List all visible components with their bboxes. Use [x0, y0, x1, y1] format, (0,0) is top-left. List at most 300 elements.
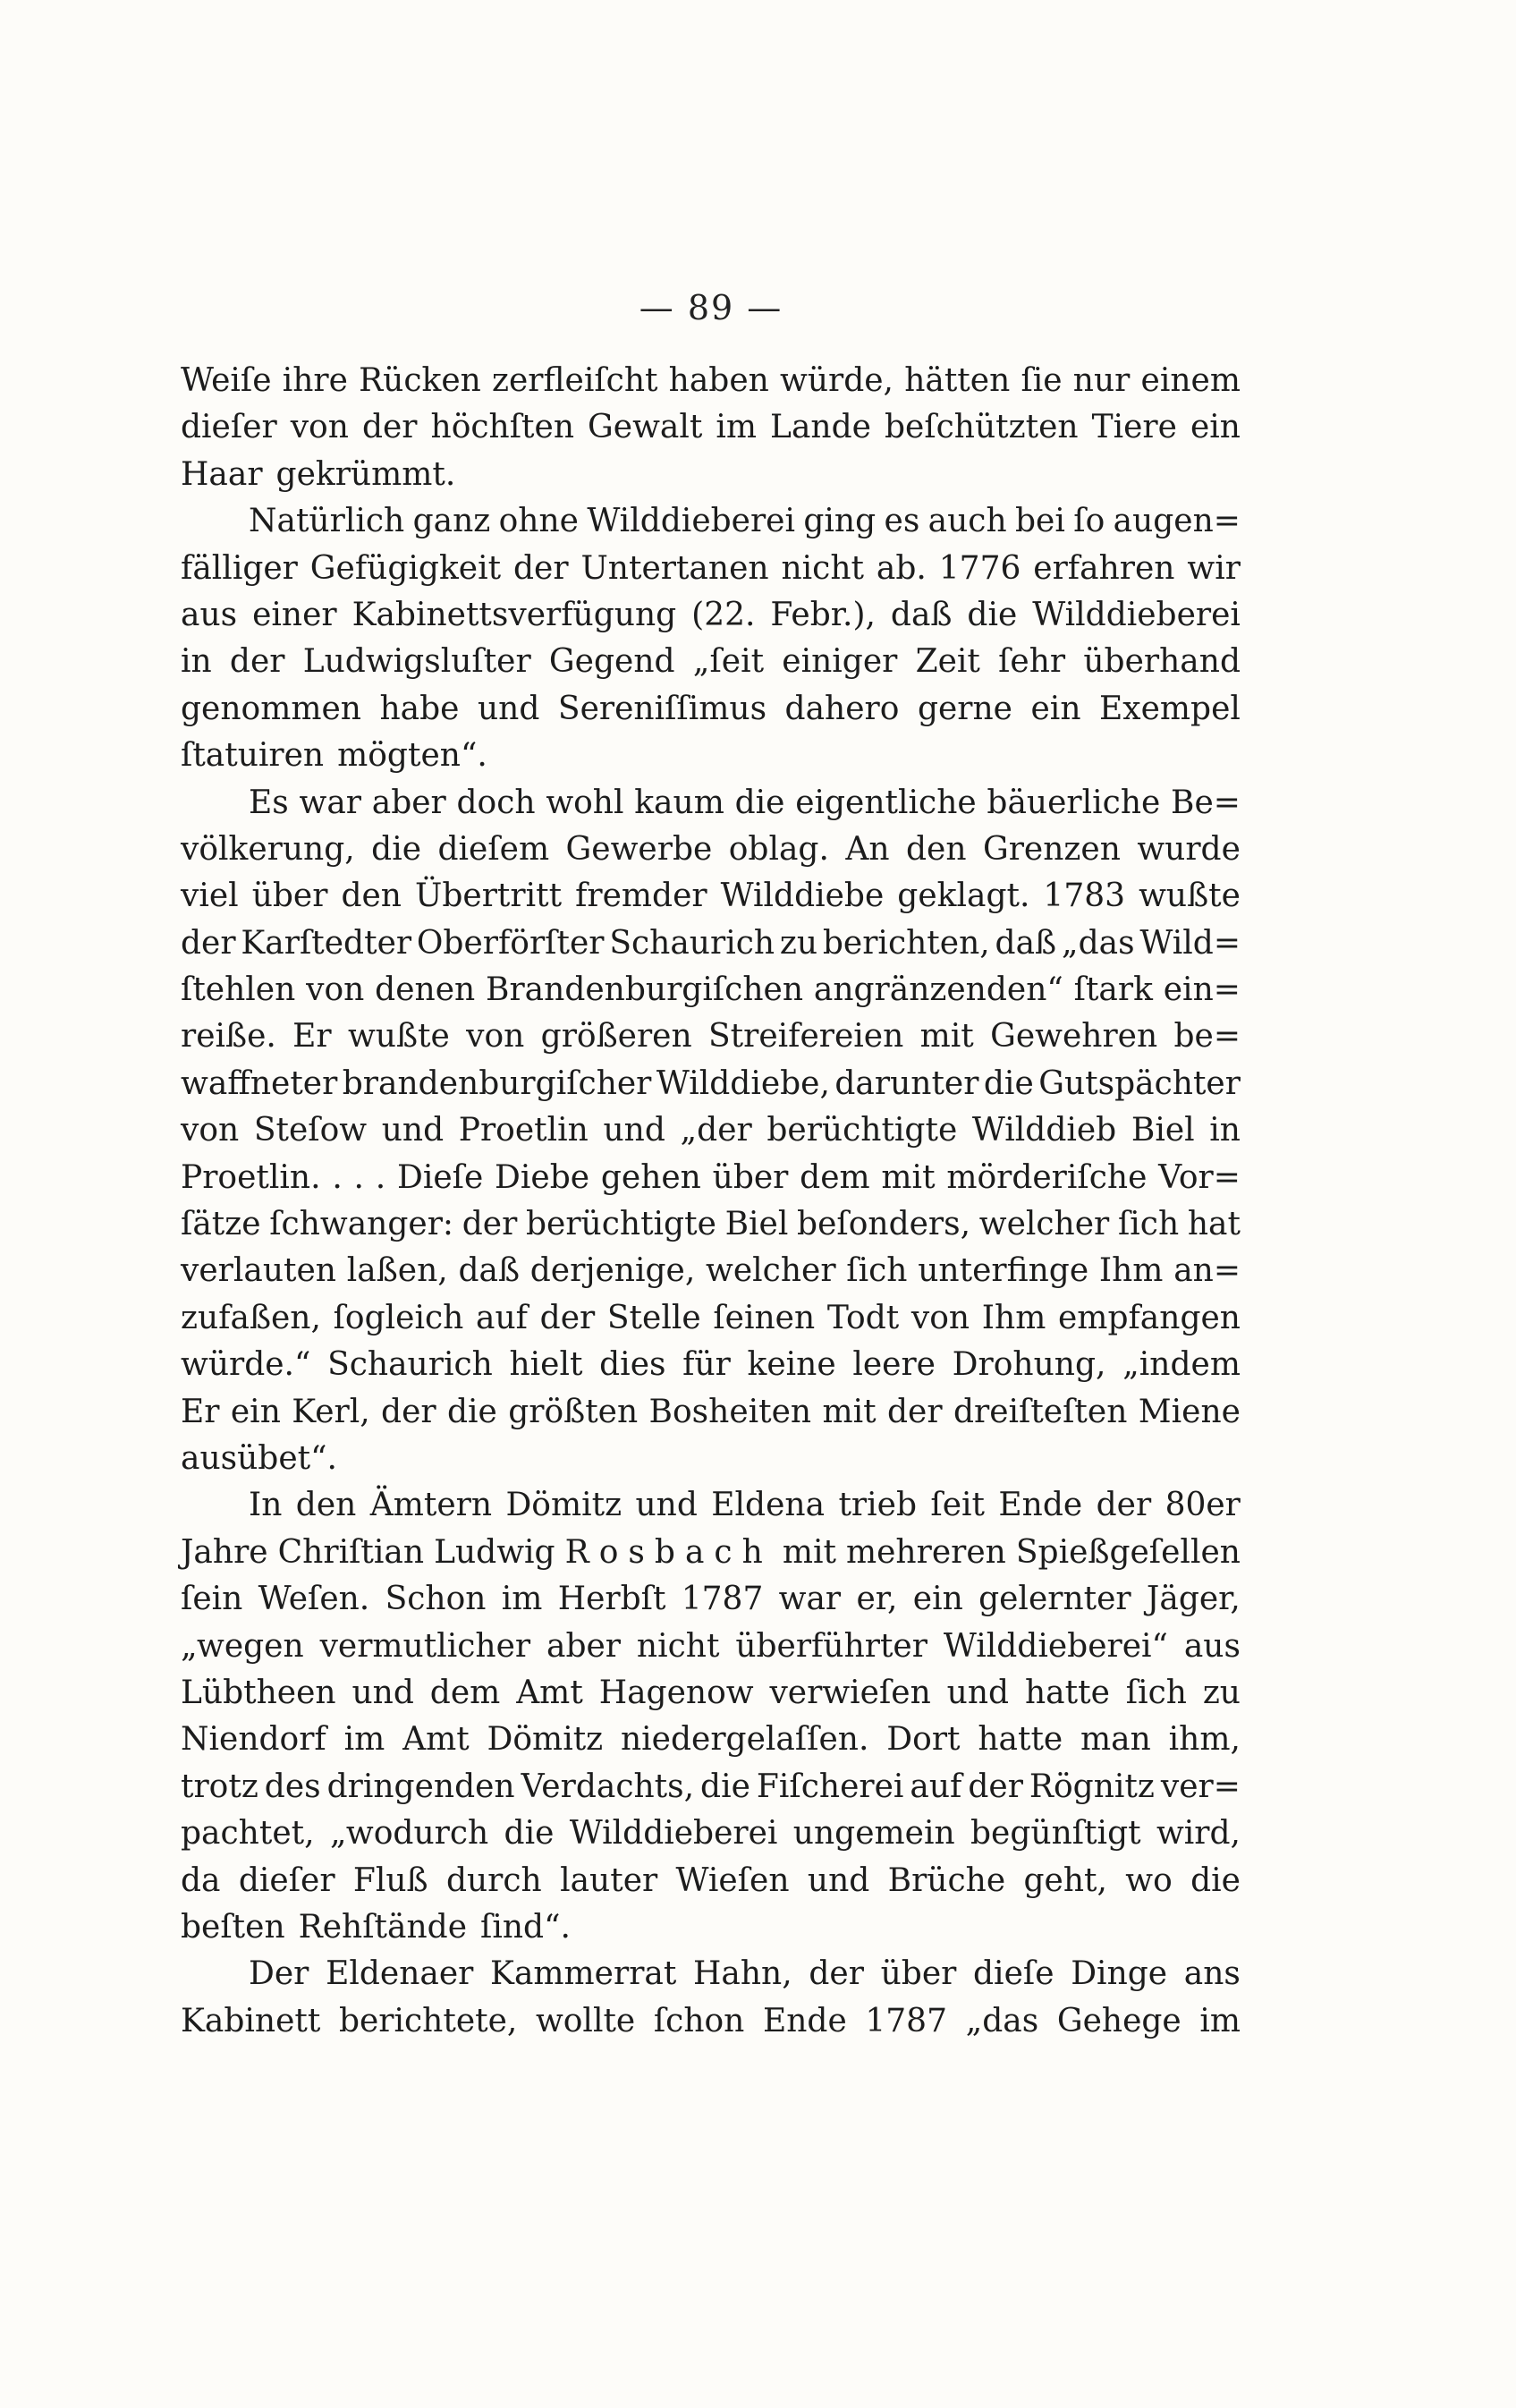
word: dem: [800, 1158, 870, 1196]
text-line: [181, 967, 1241, 1013]
word: viel: [181, 878, 239, 915]
word: Bosheiten: [648, 1393, 812, 1430]
word: ohne: [498, 503, 579, 540]
word: wollte: [535, 2002, 636, 2039]
word: vermutlicher: [319, 1627, 531, 1665]
word: überführter: [735, 1627, 927, 1665]
word: brandenburgiſcher: [342, 1064, 652, 1102]
word: ſogleich: [333, 1299, 464, 1336]
text-line: [181, 498, 1241, 545]
word: zu: [779, 924, 818, 962]
text-line: [181, 686, 1241, 733]
word: Herbſt: [557, 1581, 666, 1618]
word: den: [341, 878, 402, 915]
word: Rücken: [359, 362, 481, 399]
word: und: [635, 1487, 698, 1524]
word: Chriſtian: [277, 1533, 425, 1571]
word: Grenzen: [982, 830, 1121, 868]
word: dahero: [784, 690, 900, 727]
word: .: [332, 1158, 343, 1196]
word: hätten: [904, 362, 1011, 399]
word: der: [809, 1955, 864, 1993]
word: „indem: [1122, 1346, 1241, 1384]
word: wußte: [1139, 878, 1241, 915]
word: Der: [249, 1955, 309, 1993]
word: daß: [458, 1252, 521, 1290]
word: Dömitz: [505, 1487, 622, 1524]
word: dringenden: [326, 1768, 515, 1805]
word: ſind“.: [480, 1908, 571, 1946]
word: beſten: [181, 1908, 285, 1946]
word: man: [1080, 1721, 1151, 1759]
word: eigentliche: [795, 784, 977, 821]
text-line: [181, 1998, 1241, 2045]
word: über: [880, 1955, 957, 1993]
word: augen=: [1113, 503, 1241, 540]
word: von: [290, 409, 349, 446]
text-line: [181, 1576, 1241, 1623]
word: „das: [965, 2002, 1039, 2039]
word: Brandenburgiſchen: [486, 971, 804, 1009]
text-line: [181, 404, 1241, 451]
word: größeren: [540, 1018, 692, 1056]
word: ſehr: [998, 643, 1066, 681]
word: Biel: [724, 1206, 789, 1243]
word: den: [295, 1487, 357, 1524]
word: niedergelaſſen.: [620, 1721, 869, 1759]
word: Streifereien: [707, 1018, 904, 1056]
word: ſchon: [653, 2002, 745, 2039]
word: Hahn,: [693, 1955, 792, 1993]
word: Miene: [1138, 1393, 1241, 1430]
word: Wild=: [1139, 924, 1241, 962]
text-line: [181, 1951, 1241, 1997]
word: auch: [927, 503, 1007, 540]
text-line: [181, 1482, 1241, 1529]
word: Schon: [385, 1581, 487, 1618]
word: in: [1209, 1112, 1241, 1149]
word: Be=: [1171, 784, 1241, 821]
text-line: [181, 592, 1241, 639]
word: ſie: [1021, 362, 1063, 399]
word: Gewehren: [990, 1018, 1158, 1056]
word: habe: [379, 690, 460, 727]
word: der: [887, 1393, 943, 1430]
text-line: [181, 1107, 1241, 1154]
body-text: [181, 358, 1241, 2045]
word: berichten,: [822, 924, 990, 962]
text-line: [181, 780, 1241, 827]
word: ungemein: [792, 1815, 955, 1853]
word: An: [845, 830, 890, 868]
word: Wilddieberei: [569, 1815, 778, 1853]
word: an=: [1173, 1252, 1241, 1290]
word: Er: [181, 1393, 220, 1430]
word: pachtet,: [181, 1815, 315, 1853]
word: Oberförſter: [416, 924, 605, 962]
text-line: [181, 1764, 1241, 1810]
word: ſeinen: [713, 1299, 816, 1336]
word: den: [905, 830, 967, 868]
word: Übertritt: [415, 878, 563, 915]
word: und: [946, 1674, 1010, 1711]
word: haben: [668, 362, 769, 399]
word: ſeit: [930, 1487, 985, 1524]
text-line: [181, 1389, 1241, 1436]
word: wohl: [546, 784, 624, 821]
word: Schaurich: [327, 1346, 493, 1384]
text-line: [181, 1717, 1241, 1763]
word: Ludwigsluſter: [302, 643, 531, 681]
word: Diebe: [495, 1158, 590, 1196]
word: .: [353, 1158, 364, 1196]
word: Wilddiebe,: [656, 1064, 830, 1102]
text-line: [181, 358, 1241, 404]
word: laßen,: [346, 1252, 448, 1290]
word: Niendorf: [181, 1721, 326, 1759]
word: hatte: [978, 1721, 1063, 1759]
word: der: [381, 1393, 436, 1430]
word: über: [251, 878, 328, 915]
word: von: [181, 1112, 240, 1149]
text-line: [181, 1624, 1241, 1670]
word: es: [884, 503, 920, 540]
word: ein: [1030, 690, 1081, 727]
word: ſich: [1117, 1206, 1180, 1243]
word: ein: [230, 1393, 281, 1430]
word: die: [983, 1064, 1034, 1102]
word: der: [361, 409, 418, 446]
text-line: [181, 1201, 1241, 1248]
word: Exempel: [1099, 690, 1241, 727]
text-line: [181, 1342, 1241, 1388]
word: Rögnitz: [1029, 1768, 1155, 1805]
word: über: [712, 1158, 789, 1196]
text-line: [181, 1670, 1241, 1717]
word: hielt: [509, 1346, 583, 1384]
word: geht,: [1023, 1861, 1107, 1899]
word: welcher: [978, 1206, 1110, 1243]
word: Ihm: [981, 1299, 1046, 1336]
word: nur: [1072, 362, 1131, 399]
word: Natürlich: [249, 503, 405, 540]
word: die: [446, 1393, 497, 1430]
word: ganz: [412, 503, 491, 540]
word: Rosbach: [564, 1533, 773, 1571]
word: er,: [856, 1581, 898, 1618]
word: „wodurch: [329, 1815, 489, 1853]
word: Wilddieb: [971, 1112, 1117, 1149]
word: in: [181, 643, 212, 681]
word: überhand: [1083, 643, 1241, 681]
word: gekrümmt.: [275, 455, 456, 493]
word: nicht: [781, 549, 864, 587]
word: trotz: [181, 1768, 258, 1805]
word: der: [539, 1299, 596, 1336]
word: Drohung,: [952, 1346, 1106, 1384]
word: ein: [1190, 409, 1241, 446]
word: und: [351, 1674, 414, 1711]
word: berüchtigte: [766, 1112, 958, 1149]
word: Gehege: [1056, 2002, 1181, 2039]
word: die: [371, 830, 422, 868]
word: im: [343, 1721, 385, 1759]
word: die: [734, 784, 785, 821]
word: Lübtheen: [181, 1674, 336, 1711]
word: ging: [803, 503, 877, 540]
word: hat: [1187, 1206, 1241, 1243]
word: Spießgeſellen: [1015, 1533, 1241, 1571]
word: des: [264, 1768, 321, 1805]
word: zerfleiſcht: [492, 362, 658, 399]
word: von: [306, 971, 365, 1009]
word: Dinge: [1071, 1955, 1168, 1993]
word: begünſtigt: [970, 1815, 1141, 1853]
word: berichtete,: [338, 2002, 518, 2039]
word: kaum: [634, 784, 724, 821]
word: empfangen: [1058, 1299, 1241, 1336]
word: 1787: [681, 1581, 764, 1618]
word: Ende: [998, 1487, 1083, 1524]
word: beſchützten: [884, 409, 1079, 446]
word: bei: [1015, 503, 1065, 540]
word: geklagt.: [897, 878, 1030, 915]
word: aber: [371, 784, 446, 821]
word: war: [299, 784, 361, 821]
word: der: [229, 643, 285, 681]
word: dieſe: [973, 1955, 1054, 1993]
word: Febr.),: [770, 596, 876, 633]
word: berüchtigte: [525, 1206, 716, 1243]
word: denen: [375, 971, 476, 1009]
word: „der: [680, 1112, 752, 1149]
word: 1787: [865, 2002, 947, 2039]
page-number: — 89 —: [639, 288, 783, 327]
word: Vor=: [1158, 1158, 1241, 1196]
word: Gefügigkeit: [309, 549, 502, 587]
word: Verdachts,: [521, 1768, 695, 1805]
word: Lande: [770, 409, 871, 446]
text-line: [181, 452, 1241, 498]
word: Sereniſſimus: [557, 690, 767, 727]
word: wo: [1125, 1861, 1173, 1899]
word: lauter: [560, 1861, 658, 1899]
word: ihre: [282, 362, 348, 399]
word: Kabinettsverfügung: [351, 596, 677, 633]
text-line: [181, 827, 1241, 873]
word: aus: [181, 596, 238, 633]
word: Rehſtände: [298, 1908, 468, 1946]
word: Jäger,: [1146, 1581, 1241, 1618]
word: ein: [912, 1581, 963, 1618]
word: der: [512, 549, 569, 587]
word: Amt: [402, 1721, 470, 1759]
word: Steſow: [253, 1112, 368, 1149]
word: Weiſe: [181, 362, 272, 399]
word: Fiſcherei: [756, 1768, 904, 1805]
text-line: [181, 1530, 1241, 1576]
word: derjenige,: [529, 1252, 696, 1290]
word: waffneter: [181, 1064, 338, 1102]
word: Gegend: [548, 643, 675, 681]
word: mit: [822, 1393, 877, 1430]
word: Ludwig: [434, 1533, 555, 1571]
word: dieſem: [437, 830, 550, 868]
word: verlauten: [181, 1252, 336, 1290]
word: und: [381, 1112, 445, 1149]
word: die: [504, 1815, 555, 1853]
word: beſonders,: [797, 1206, 971, 1243]
word: „wegen: [181, 1627, 304, 1665]
word: Schaurich: [609, 924, 775, 962]
word: nicht: [636, 1627, 720, 1665]
word: der: [462, 1206, 518, 1243]
word: von: [910, 1299, 970, 1336]
word: aber: [546, 1627, 622, 1665]
word: auf: [910, 1768, 962, 1805]
word: Zeit: [915, 643, 980, 681]
word: ſtark: [1073, 971, 1153, 1009]
word: von: [466, 1018, 525, 1056]
word: Kerl,: [292, 1393, 370, 1430]
word: völkerung,: [181, 830, 355, 868]
word: ſein: [181, 1581, 243, 1618]
word: die: [700, 1768, 750, 1805]
word: war: [778, 1581, 842, 1618]
word: mörderiſche: [946, 1158, 1148, 1196]
word: ver=: [1160, 1768, 1241, 1805]
word: für: [682, 1346, 731, 1384]
word: gelernter: [978, 1581, 1131, 1618]
word: Hagenow: [598, 1674, 754, 1711]
text-line: [181, 1155, 1241, 1201]
word: mehreren: [845, 1533, 1006, 1571]
word: dreiſteſten: [953, 1393, 1128, 1430]
word: unterfinge: [918, 1252, 1089, 1290]
word: und: [603, 1112, 665, 1149]
text-line: [181, 1013, 1241, 1060]
word: Gutspächter: [1038, 1064, 1241, 1102]
word: mit: [919, 1018, 974, 1056]
text-line: [181, 1810, 1241, 1857]
word: Todt: [826, 1299, 900, 1336]
word: verwieſen: [769, 1674, 931, 1711]
word: ſich: [1125, 1674, 1187, 1711]
word: 1783: [1043, 878, 1126, 915]
word: Fluß: [352, 1861, 428, 1899]
word: dies: [599, 1346, 666, 1384]
word: Dort: [886, 1721, 961, 1759]
word: Gewalt: [588, 409, 703, 446]
word: erfahren: [1033, 549, 1175, 587]
word: die: [1190, 1861, 1241, 1899]
word: im: [716, 409, 758, 446]
text-line: [181, 546, 1241, 592]
text-line: [181, 733, 1241, 779]
word: einer: [252, 596, 337, 633]
word: Weſen.: [258, 1581, 370, 1618]
word: einem: [1140, 362, 1241, 399]
word: Untertanen: [580, 549, 769, 587]
word: Ende: [762, 2002, 847, 2039]
word: zu: [1202, 1674, 1241, 1711]
word: der: [1096, 1487, 1152, 1524]
word: fremder: [575, 878, 707, 915]
word: ſchwanger:: [269, 1206, 454, 1243]
word: ab.: [876, 549, 927, 587]
word: keine: [747, 1346, 836, 1384]
word: Wilddieberei: [587, 503, 795, 540]
text-line: [181, 1904, 1241, 1951]
word: Er: [292, 1018, 332, 1056]
word: da: [181, 1861, 221, 1899]
word: oblag.: [728, 830, 829, 868]
word: gerne: [917, 690, 1012, 727]
word: der: [181, 924, 236, 962]
word: daß: [995, 924, 1057, 962]
word: die: [967, 596, 1018, 633]
word: der: [968, 1768, 1023, 1805]
word: dem: [429, 1674, 501, 1711]
word: ihm,: [1168, 1721, 1241, 1759]
word: Ämtern: [369, 1487, 493, 1524]
word: be=: [1173, 1018, 1241, 1056]
word: dieſer: [181, 409, 277, 446]
word: im: [501, 1581, 543, 1618]
text-line: [181, 873, 1241, 920]
text-line: [181, 1858, 1241, 1904]
word: aus: [1183, 1627, 1241, 1665]
word: angränzenden“: [813, 971, 1063, 1009]
word: „ſeit: [692, 643, 765, 681]
word: darunter: [834, 1064, 979, 1102]
word: wir: [1187, 549, 1241, 587]
word: höchſten: [430, 409, 575, 446]
word: ein=: [1163, 971, 1241, 1009]
word: leere: [852, 1346, 936, 1384]
word: dieſer: [238, 1861, 335, 1899]
word: Wilddiebe: [720, 878, 885, 915]
word: Amt: [516, 1674, 583, 1711]
word: trieb: [838, 1487, 917, 1524]
word: Stelle: [606, 1299, 701, 1336]
text-line: [181, 920, 1241, 967]
word: ausübet“.: [181, 1439, 337, 1477]
word: auf: [476, 1299, 528, 1336]
word: ans: [1183, 1955, 1241, 1993]
word: ſätze: [181, 1206, 261, 1243]
word: reiße.: [181, 1018, 276, 1056]
word: Proetlin: [458, 1112, 589, 1149]
word: Proetlin.: [181, 1158, 321, 1196]
word: größten: [508, 1393, 639, 1430]
word: ſo: [1073, 503, 1105, 540]
word: ſtatuiren: [181, 737, 325, 775]
text-line: [181, 1436, 1241, 1482]
word: Es: [249, 784, 289, 821]
word: würde.“: [181, 1346, 311, 1384]
word: „das: [1061, 924, 1135, 962]
word: im: [1199, 2002, 1241, 2039]
word: Dieſe: [396, 1158, 484, 1196]
text-line: [181, 639, 1241, 685]
word: Wilddieberei: [1032, 596, 1241, 633]
word: Tiere: [1091, 409, 1177, 446]
word: (22.: [691, 596, 756, 633]
word: Ihm: [1098, 1252, 1164, 1290]
word: würde,: [780, 362, 894, 399]
text-line: [181, 1061, 1241, 1107]
